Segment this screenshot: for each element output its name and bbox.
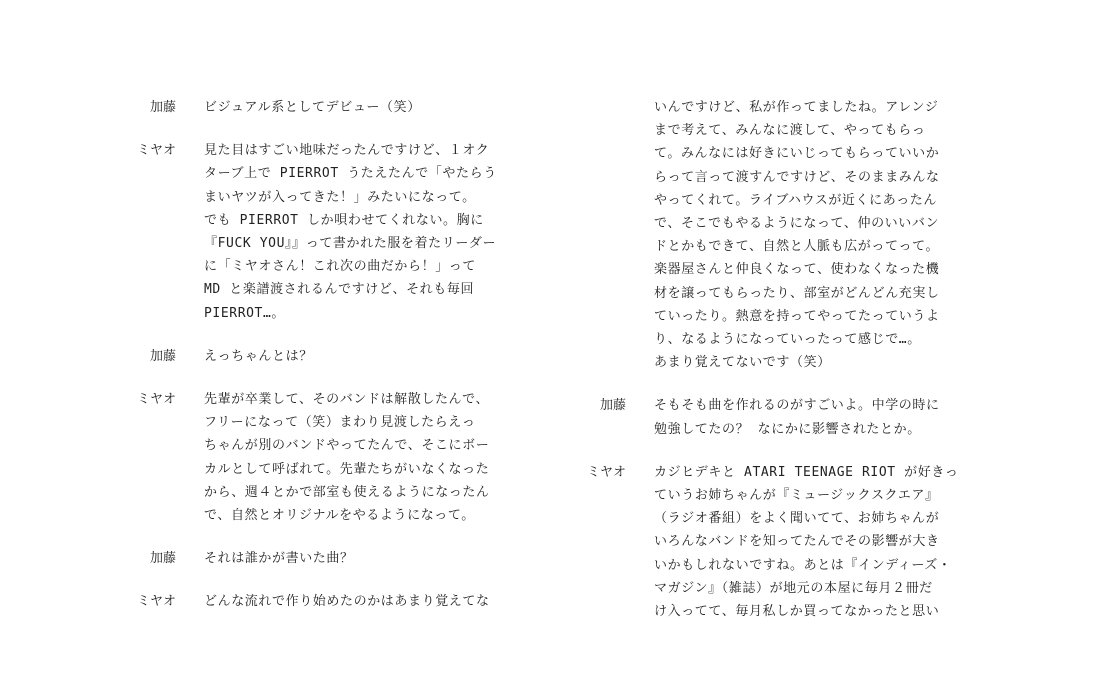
text-line: （ラジオ番組）をよく聞いてて、お姉ちゃんが [654, 511, 940, 527]
speaker-name: ミヤオ [586, 464, 626, 480]
dialogue-text [654, 394, 974, 440]
text-line: ドとかもできて、自然と人脈も広がってって。 [654, 239, 940, 255]
text-line: らって言って渡すんですけど、そのままみんな [654, 169, 940, 185]
text-line: 先輩が卒業して、そのバンドは解散したんで、 [204, 392, 490, 408]
text-line: そもそも曲を作れるのがすごいよ。中学の時に [654, 398, 940, 414]
text-line: 楽器屋さんと仲良くなって、使わなくなった機 [654, 262, 940, 278]
dialogue-text [654, 461, 974, 623]
speaker-name: 加藤 [149, 348, 176, 364]
text-line: ターブ上で PIERROT うたえたんで「やたらう [204, 166, 497, 182]
right-column [578, 96, 998, 623]
dialogue-text [204, 547, 524, 570]
text-line: やってくれて。ライブハウスが近くにあったん [654, 192, 938, 208]
text-line: カジヒデキと ATARI TEENAGE RIOT が好きっ [654, 464, 959, 480]
dialogue-text [654, 96, 974, 374]
text-line: いろんなバンドを知ってたんでその影響が大き [654, 534, 940, 550]
text-line: フリーになって（笑）まわり見渡したらえっ [204, 415, 476, 431]
text-line: て。みんなには好きにいじってもらっていいか [654, 146, 940, 162]
text-line: で、自然とオリジナルをやるようになって。 [204, 508, 475, 524]
dialogue-entry [128, 96, 548, 119]
text-line: り、なるようになっていったって感じで…。 [654, 332, 921, 348]
text-line: いんですけど、私が作ってましたね。アレンジ [654, 100, 939, 115]
speaker-name: ミヤオ [136, 392, 176, 408]
speaker-name: ミヤオ [136, 594, 176, 610]
speaker-name: 加藤 [599, 398, 626, 414]
text-line: まいヤツが入ってきた！」みたいになって。 [204, 189, 476, 205]
text-line: 『FUCK YOU』』って書かれた服を着たリーダー [204, 236, 497, 252]
text-line: ていったり。熱意を持ってやってたっていうよ [654, 308, 940, 324]
dialogue-entry [128, 388, 548, 527]
text-line: いかもしれないですね。あとは『インディーズ・ [654, 557, 952, 573]
dialogue-entry [578, 461, 998, 623]
text-line: 材を譲ってもらったり、部室がどんどん充実し [654, 285, 940, 301]
text-line: でも PIERROT しか唄わせてくれない。胸に [204, 212, 484, 228]
speaker-name: 加藤 [149, 100, 176, 115]
text-line: どんな流れで作り始めたのかはあまり覚えてな [204, 594, 490, 610]
dialogue-text [204, 139, 524, 325]
dialogue-entry [128, 345, 548, 368]
dialogue-text [204, 96, 524, 119]
text-line: ていうお姉ちゃんが『ミュージックスクエア』 [654, 488, 939, 504]
dialogue-entry [128, 590, 548, 613]
speaker-name: ミヤオ [136, 143, 176, 159]
dialogue-text [204, 345, 524, 368]
left-column [128, 96, 548, 614]
dialogue-text [204, 388, 524, 527]
dialogue-entry [128, 139, 548, 325]
text-line: 見た目はすごい地味だったんですけど、１オク [204, 143, 490, 159]
text-line: に「ミヤオさん！これ次の曲だから！」って [204, 259, 477, 275]
dialogue-entry [578, 394, 998, 440]
text-line: から、週４とかで部室も使えるようになったん [204, 484, 490, 500]
text-line: まで考えて、みんなに渡して、やってもらっ [654, 123, 926, 139]
text-line: で、そこでもやるようになって、仲のいいバン [654, 216, 940, 232]
text-line: MD と楽譜渡されるんですけど、それも毎回 [204, 282, 475, 298]
text-line: ビジュアル系としてデビュー（笑） [204, 100, 421, 115]
text-line: マガジン』（雑誌）が地元の本屋に毎月２冊だ [654, 580, 933, 596]
text-line: PIERROT…。 [204, 305, 286, 321]
text-line: カルとして呼ばれて。先輩たちがいなくなった [204, 461, 490, 477]
text-line: 勉強してたの？ なにかに影響されたとか。 [654, 421, 921, 437]
dialogue-text [204, 590, 524, 613]
dialogue-entry [128, 547, 548, 570]
text-line: ちゃんが別のバンドやってたんで、そこにボー [204, 438, 490, 454]
text-line: それは誰かが書いた曲？ [204, 551, 354, 567]
dialogue-entry [578, 96, 998, 374]
text-line: け入ってて、毎月私しか買ってなかったと思い [654, 604, 940, 620]
text-line: あまり覚えてないです（笑） [654, 355, 831, 371]
speaker-name: 加藤 [149, 551, 176, 567]
text-line: えっちゃんとは？ [204, 348, 313, 364]
